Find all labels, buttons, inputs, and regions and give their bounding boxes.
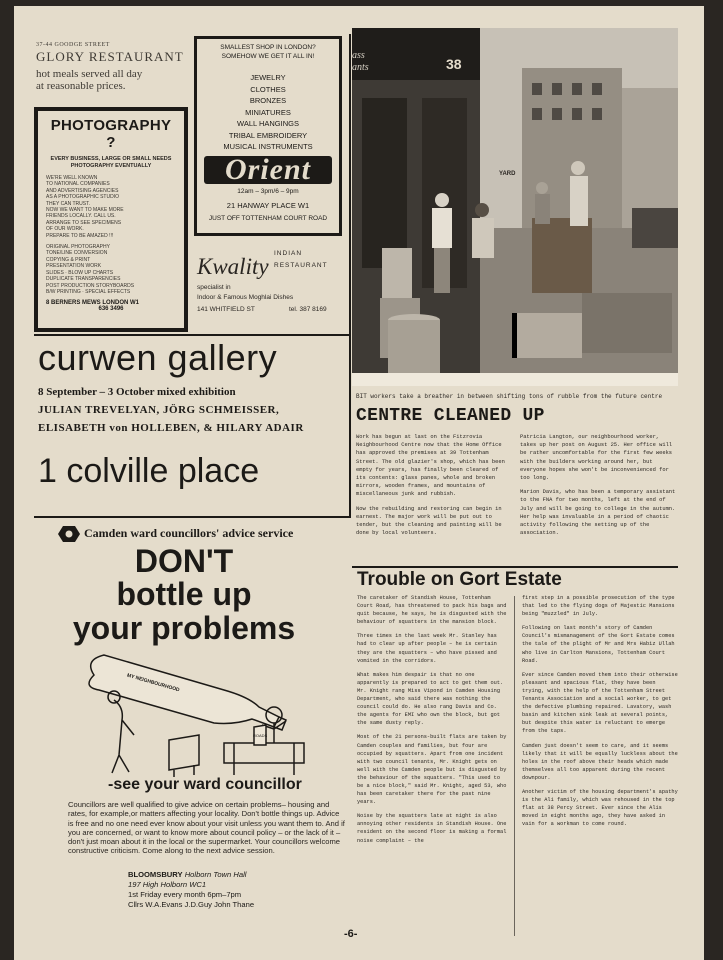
photography-body-line: PREPARE TO BE AMAZED !!! (46, 232, 114, 239)
photography-body (46, 175, 176, 239)
orient-item: TRIBAL EMBROIDERY (228, 130, 308, 140)
kwality-ad (197, 250, 347, 320)
photo-caption: BIT workers take a breather in between shifting tons of rubble from the future centre (356, 393, 663, 400)
curwen-title: curwen gallery (38, 337, 278, 378)
newspaper-page (14, 6, 704, 960)
centre-column-2 (520, 433, 676, 543)
bottle-label: MY NEIGHBOURHOOD (126, 672, 181, 694)
centre-headline: CENTRE CLEANED UP (356, 406, 545, 426)
curwen-gallery-ad (38, 338, 350, 516)
leaflet-label: ROADS (253, 733, 268, 738)
camden-logo-icon (58, 526, 80, 542)
gort-paragraph: Camden just doesn't seem to care, and it seems likely that it will be equally luckless about the holes in the roof above their heads which made themselves all too apparent during the recent downpour. (522, 742, 678, 781)
kwality-spec1: specialist in (197, 284, 231, 291)
photography-service-line: PRESENTATION WORK (46, 263, 102, 270)
glory-line2: at reasonable prices. (36, 80, 126, 92)
photography-phone: 636 3496 (98, 306, 124, 313)
curwen-dates: 8 September – 3 October mixed exhibition (38, 386, 236, 398)
orient-item: MUSICAL INSTRUMENTS (223, 142, 313, 151)
gort-paragraph: Another victim of the housing department's apathy is the Ali family, which was rehoused in the top flat at 38 Percy Street. Ever since the Alis moved in eight months ago, they have asked in vain for a workman to come round. (522, 788, 678, 828)
camden-header: Camden ward councillors' advice service (84, 526, 294, 540)
gort-paragraph: Three times in the last week Mr. Stanley has had to clear up after people – he is certain they are the squatters – who have pissed and vomited in the corridors. (357, 633, 497, 664)
centre-paragraph: Work has begun at last on the Fitzrovia Neighbourhood Centre now that the Home Office has approved the premises at 39 Tottenham Street. The old glazier's shop, which has been empty for years, has finally been cleared of its contents: glass panes, whole and broken mirrors, wooden frames, and mountains of miscellaneous junk and rubbish. (356, 434, 505, 498)
orient-address: 21 HANWAY PLACE W1 (226, 200, 310, 210)
gort-paragraph: What makes him despair is that no one apparently is prepared to act to get them out. Mr. Knight rang Miss Vipond in Camden Housing Department, who said there was nothing the council could do. He also rang Davis and Co. the agents for EMI who own the block, but got the same dusty reply. (357, 671, 504, 727)
photography-body-line: WE'RE WELL KNOWN (46, 175, 98, 181)
photography-lead: EVERY BUSINESS, LARGE OR SMALL NEEDS PHOTOGRAPHY EVENTUALLY (50, 156, 172, 169)
photography-body-line: FRIENDS LOCALLY. CALL US. (46, 213, 116, 220)
gort-column-1 (357, 594, 507, 851)
kwality-type2: RESTAURANT (274, 262, 328, 269)
photo-yard-sign: YARD (499, 171, 516, 177)
photography-body-line: AS A PHOTOGRAPHIC STUDIO (46, 194, 119, 201)
curwen-artists1: JULIAN TREVELYAN, JÖRG SCHMEISSER, (38, 404, 280, 416)
glory-line1: hot meals served all day (36, 68, 143, 80)
glory-address: 37-44 GOODGE STREET (36, 42, 110, 48)
gort-paragraph: first step in a possible prosecution of the type that led to the flying dogs of Majestic Mansions being "muzzled" in July. (522, 595, 675, 618)
photography-body-line: NOW WE WANT TO MAKE MORE (46, 207, 124, 214)
gort-paragraph: The caretaker of Standish House, Tottenham Court Road, has threatened to pack his bags and quit because, he says, he is disgusted with the behaviour of squatters in the mansion block. (357, 595, 507, 626)
orient-items (201, 72, 335, 153)
glory-name: GLORY RESTAURANT (36, 49, 184, 64)
photography-service-line: TONE/LINE CONVERSION (46, 250, 108, 257)
photography-body-line: AND ADVERTISING AGENCIES (46, 187, 119, 194)
camden-headline3: your problems (72, 610, 296, 646)
photography-title: PHOTOGRAPHY ? (50, 117, 172, 151)
rule-gort-columns (514, 596, 515, 936)
kwality-spec2: Indoor & Famous Moghlai Dishes (197, 294, 294, 301)
gort-headline: Trouble on Gort Estate (357, 569, 562, 590)
gort-paragraph: Noise by the squatters late at night is also annoying other residents in Standish House. One resident on the second floor is making a formal noise complaint – the (357, 813, 507, 844)
curwen-artists2: ELISABETH von HOLLEBEN, & HILARY ADAIR (38, 422, 304, 434)
centre-paragraph: Patricia Langton, our neighbourhood worker, takes up her post on August 25. Her office will be rather uncomfortable for the first few weeks with the builders working around her, but everyone hopes she won't be inconvenienced for too long. (520, 434, 673, 482)
rule-below-ads (34, 334, 350, 336)
photo-building-number: 38 (446, 56, 462, 72)
orient-item: MINIATURES (245, 107, 291, 117)
camden-ward (128, 870, 246, 879)
photography-service-line: COPYING & PRINT (46, 256, 91, 263)
photography-service-line: SLIDES · BLOW UP CHARTS (46, 269, 114, 276)
centre-paragraph: Now the rebuilding and restoring can begin in earnest. The major work will be put out to tender, but the cleaning and painting will be done by local volunteers. (356, 505, 502, 537)
kwality-tel: tel. 387 8169 (289, 306, 327, 313)
camden-street: 197 High Holborn WC1 (128, 880, 207, 889)
orient-line1: SMALLEST SHOP IN LONDON? (220, 44, 316, 51)
orient-item: CLOTHES (250, 84, 286, 94)
glory-restaurant-ad (36, 42, 196, 92)
orient-ad (194, 36, 342, 236)
camden-headline2: bottle up (116, 576, 252, 612)
orient-item: BRONZES (249, 96, 287, 105)
gort-column-2 (522, 594, 678, 834)
photography-service-line: DUPLICATE TRANSPARENCIES (46, 276, 121, 283)
orient-line2: SOMEHOW WE GET IT ALL IN! (221, 53, 315, 60)
kwality-logo: Kwality (197, 254, 269, 279)
camden-body: Councillors are well qualified to give advice on certain problems– housing and rates, for example,or matters affecting your locality. Don't bottle things up. Advice is free and no one need ever know about your visit unless you want them to. And if you are concerned, or want to know more about council policy – or the lack of it – don't just moan about it in the local or the supermarket. Your councillors welcome constructive criticism. Come along to the next advice session. (68, 800, 345, 856)
photography-services (46, 244, 176, 295)
photography-body-line: ARRANGE TO SEE SPECIMENS (46, 219, 122, 226)
photo-scene-illustration (352, 28, 678, 386)
orient-logo-box (204, 152, 332, 186)
gort-paragraph: Following on last month's story of Camden Council's mismanagement of the Gort Estate comes the tale of the plight of Mr and Mrs Habiz Ullah who live in Carlton Mansions, Tottenham Court Road. (522, 625, 675, 664)
gort-paragraph: Ever since Camden moved them into their otherwise pleasant and spacious flat, they have been trying, with the help of the Tottenham Street Tenants Association and a social worker, to get the defective plumbing repaired. Lavatory, wash basin and kitchen sink leak at several points, but despite this water is reluctant to emerge from the taps. (522, 671, 678, 735)
photography-service-line: B/W PRINTING · SPECIAL EFFECTS (46, 288, 131, 295)
photography-body-line: OF OUR WORK. (46, 226, 84, 233)
photography-ad (34, 107, 188, 332)
photography-service-line: POST PRODUCTION STORYBOARDS (46, 282, 135, 289)
camden-schedule: 1st Friday every month 6pm–7pm (128, 890, 242, 899)
gort-paragraph: Most of the 21 persons-built flats are taken by Camden couples and families, but four are occupied by squatters. Apart from one incident with two council tenants, Mr. Knight gets on well with the Camden people but is disgusted by the behaviour of the squatters. "This used to be a nice block," said Mr. Knight, aged 53, who has been caretaker there for the past nine years. (357, 734, 507, 806)
rule-above-gort (352, 566, 678, 568)
centre-paragraph: Marion Davis, who has been a temporary assistant to the FNA for two months, left at the end of July and will be going to college in the autumn. Her help was invaluable in a period of chaotic activity following the setting up of the association. (520, 489, 676, 537)
orient-item: JEWELRY (250, 73, 286, 82)
street-photo (352, 28, 678, 386)
rule-above-camden (34, 516, 351, 518)
camden-venue: Holborn Town Hall (184, 870, 247, 879)
orient-hours: 12am – 3pm/6 – 9pm (237, 187, 299, 195)
photography-body-line: TO NATIONAL COMPANIES (46, 181, 110, 188)
orient-logo: Orient (224, 152, 311, 186)
bottle-cartoon-illustration (74, 645, 324, 780)
curwen-address: 1 colville place (38, 452, 260, 490)
photography-service-line: ORIGINAL PHOTOGRAPHY (46, 244, 110, 251)
camden-ward-name: BLOOMSBURY (128, 870, 183, 879)
kwality-type1: INDIAN (274, 250, 303, 257)
photo-sign-left: ass (352, 50, 365, 61)
camden-tagline: -see your ward councillor (108, 776, 302, 793)
page-number: -6- (344, 928, 358, 940)
centre-column-1 (356, 433, 508, 543)
camden-headline1: DON'T (134, 543, 234, 579)
photography-address: 8 BERNERS MEWS LONDON W1 (46, 300, 140, 307)
photography-body-line: THEY CAN TRUST. (46, 200, 90, 207)
orient-item: WALL HANGINGS (237, 119, 299, 128)
photo-sign-left2: ants (352, 62, 369, 73)
kwality-address: 141 WHITFIELD ST (197, 306, 255, 313)
camden-councillors: Cllrs W.A.Evans J.D.Guy John Thane (128, 900, 255, 909)
camden-ad (34, 520, 350, 950)
orient-location: JUST OFF TOTTENHAM COURT ROAD (208, 214, 328, 222)
